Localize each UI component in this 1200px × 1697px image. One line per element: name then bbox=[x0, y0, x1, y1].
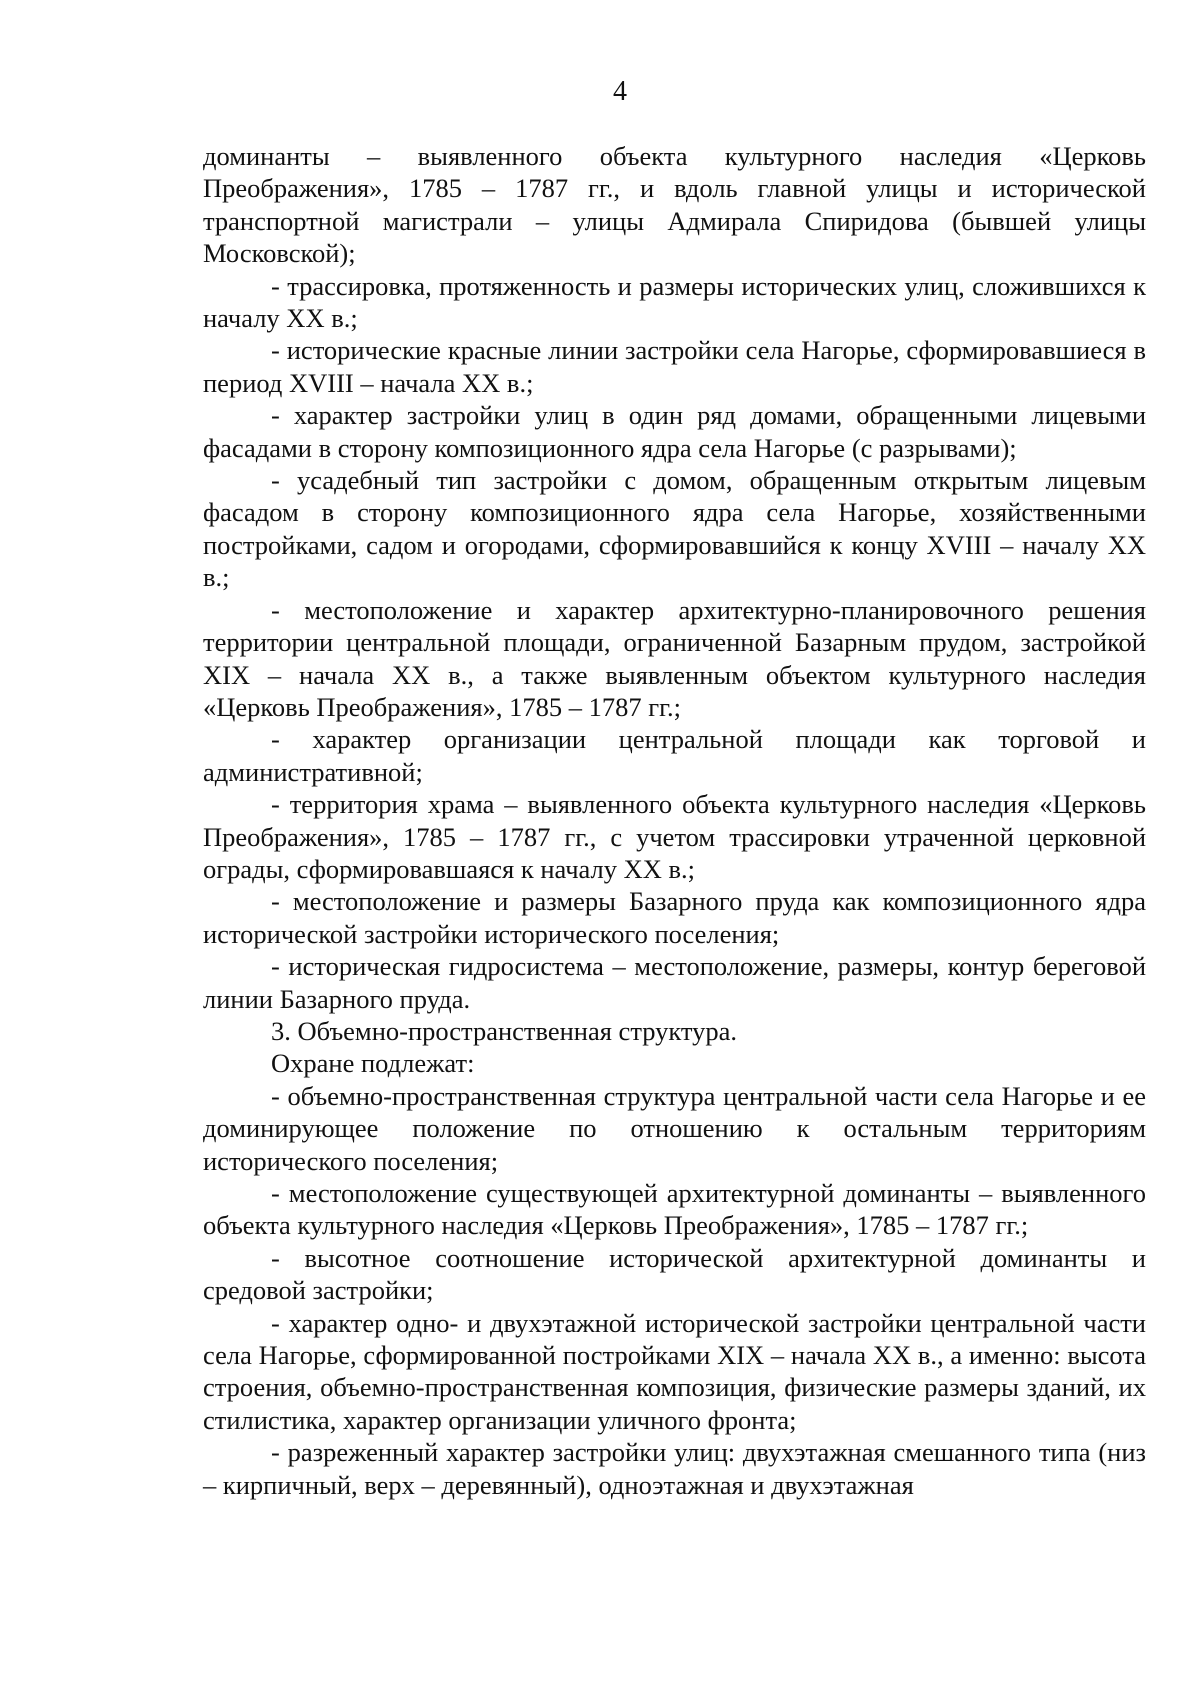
paragraph: доминанты – выявленного объекта культурного наследия «Церковь Преображения», 1785 – 1787 гг., и вдоль главной улицы и исторической транспортной магистрали – улицы Адмирала Спиридова (бывшей улицы Московской); bbox=[203, 141, 1146, 269]
paragraph: 3. Объемно-пространственная структура. bbox=[271, 1015, 738, 1046]
paragraph: - исторические красные линии застройки села Нагорье, сформировавшиеся в период XVIII – начала XX в.; bbox=[203, 335, 1146, 398]
paragraph: - усадебный тип застройки с домом, обращенным открытым лицевым фасадом в сторону композиционного ядра села Нагорье, хозяйственными постройками, садом и огородами, сформировавшийся к концу XVIII – началу XX в.; bbox=[203, 465, 1146, 593]
paragraph: - трассировка, протяженность и размеры исторических улиц, сложившихся к началу XX в.; bbox=[203, 270, 1146, 334]
paragraph: - местоположение существующей архитектурной доминанты – выявленного объекта культурного наследия «Церковь Преображения», 1785 – 1787 гг.; bbox=[203, 1178, 1146, 1241]
paragraph: - высотное соотношение исторической архитектурной доминанты и средовой застройки; bbox=[203, 1242, 1146, 1306]
paragraph: - характер организации центральной площади как торговой и административной; bbox=[203, 724, 1146, 787]
paragraph: - разреженный характер застройки улиц: двухэтажная смешанного типа (низ – кирпичный, верх – деревянный), одноэтажная и двухэтажная bbox=[203, 1437, 1146, 1500]
paragraph: - территория храма – выявленного объекта культурного наследия «Церковь Преображения», 1785 – 1787 гг., с учетом трассировки утраченной церковной ограды, сформировавшаяся к началу XX в.; bbox=[203, 789, 1146, 884]
document-body bbox=[203, 140, 1146, 1501]
paragraph: - историческая гидросистема – местоположение, размеры, контур береговой линии Базарного пруда. bbox=[203, 951, 1146, 1014]
paragraph: - характер застройки улиц в один ряд домами, обращенными лицевыми фасадами в сторону композиционного ядра села Нагорье (с разрывами); bbox=[203, 400, 1146, 463]
page-number: 4 bbox=[613, 76, 627, 107]
paragraph: - местоположение и размеры Базарного пруда как композиционного ядра исторической застройки исторического поселения; bbox=[203, 886, 1146, 949]
paragraph: Охране подлежат: bbox=[271, 1048, 475, 1079]
paragraph: - объемно-пространственная структура центральной части села Нагорье и ее доминирующее положение по отношению к остальным территориям исторического поселения; bbox=[203, 1080, 1146, 1176]
paragraph: - характер одно- и двухэтажной исторической застройки центральной части села Нагорье, сформированной постройками XIX – начала XX в., а именно: высота строения, объемно-пространственная композиция, физические размеры зданий, их стилистика, характер организации уличного фронта; bbox=[203, 1307, 1146, 1435]
paragraph: - местоположение и характер архитектурно-планировочного решения территории центральной площади, ограниченной Базарным прудом, застройкой XIX – начала XX в., а также выявленным объектом культурного наследия «Церковь Преображения», 1785 – 1787 гг.; bbox=[203, 594, 1146, 722]
